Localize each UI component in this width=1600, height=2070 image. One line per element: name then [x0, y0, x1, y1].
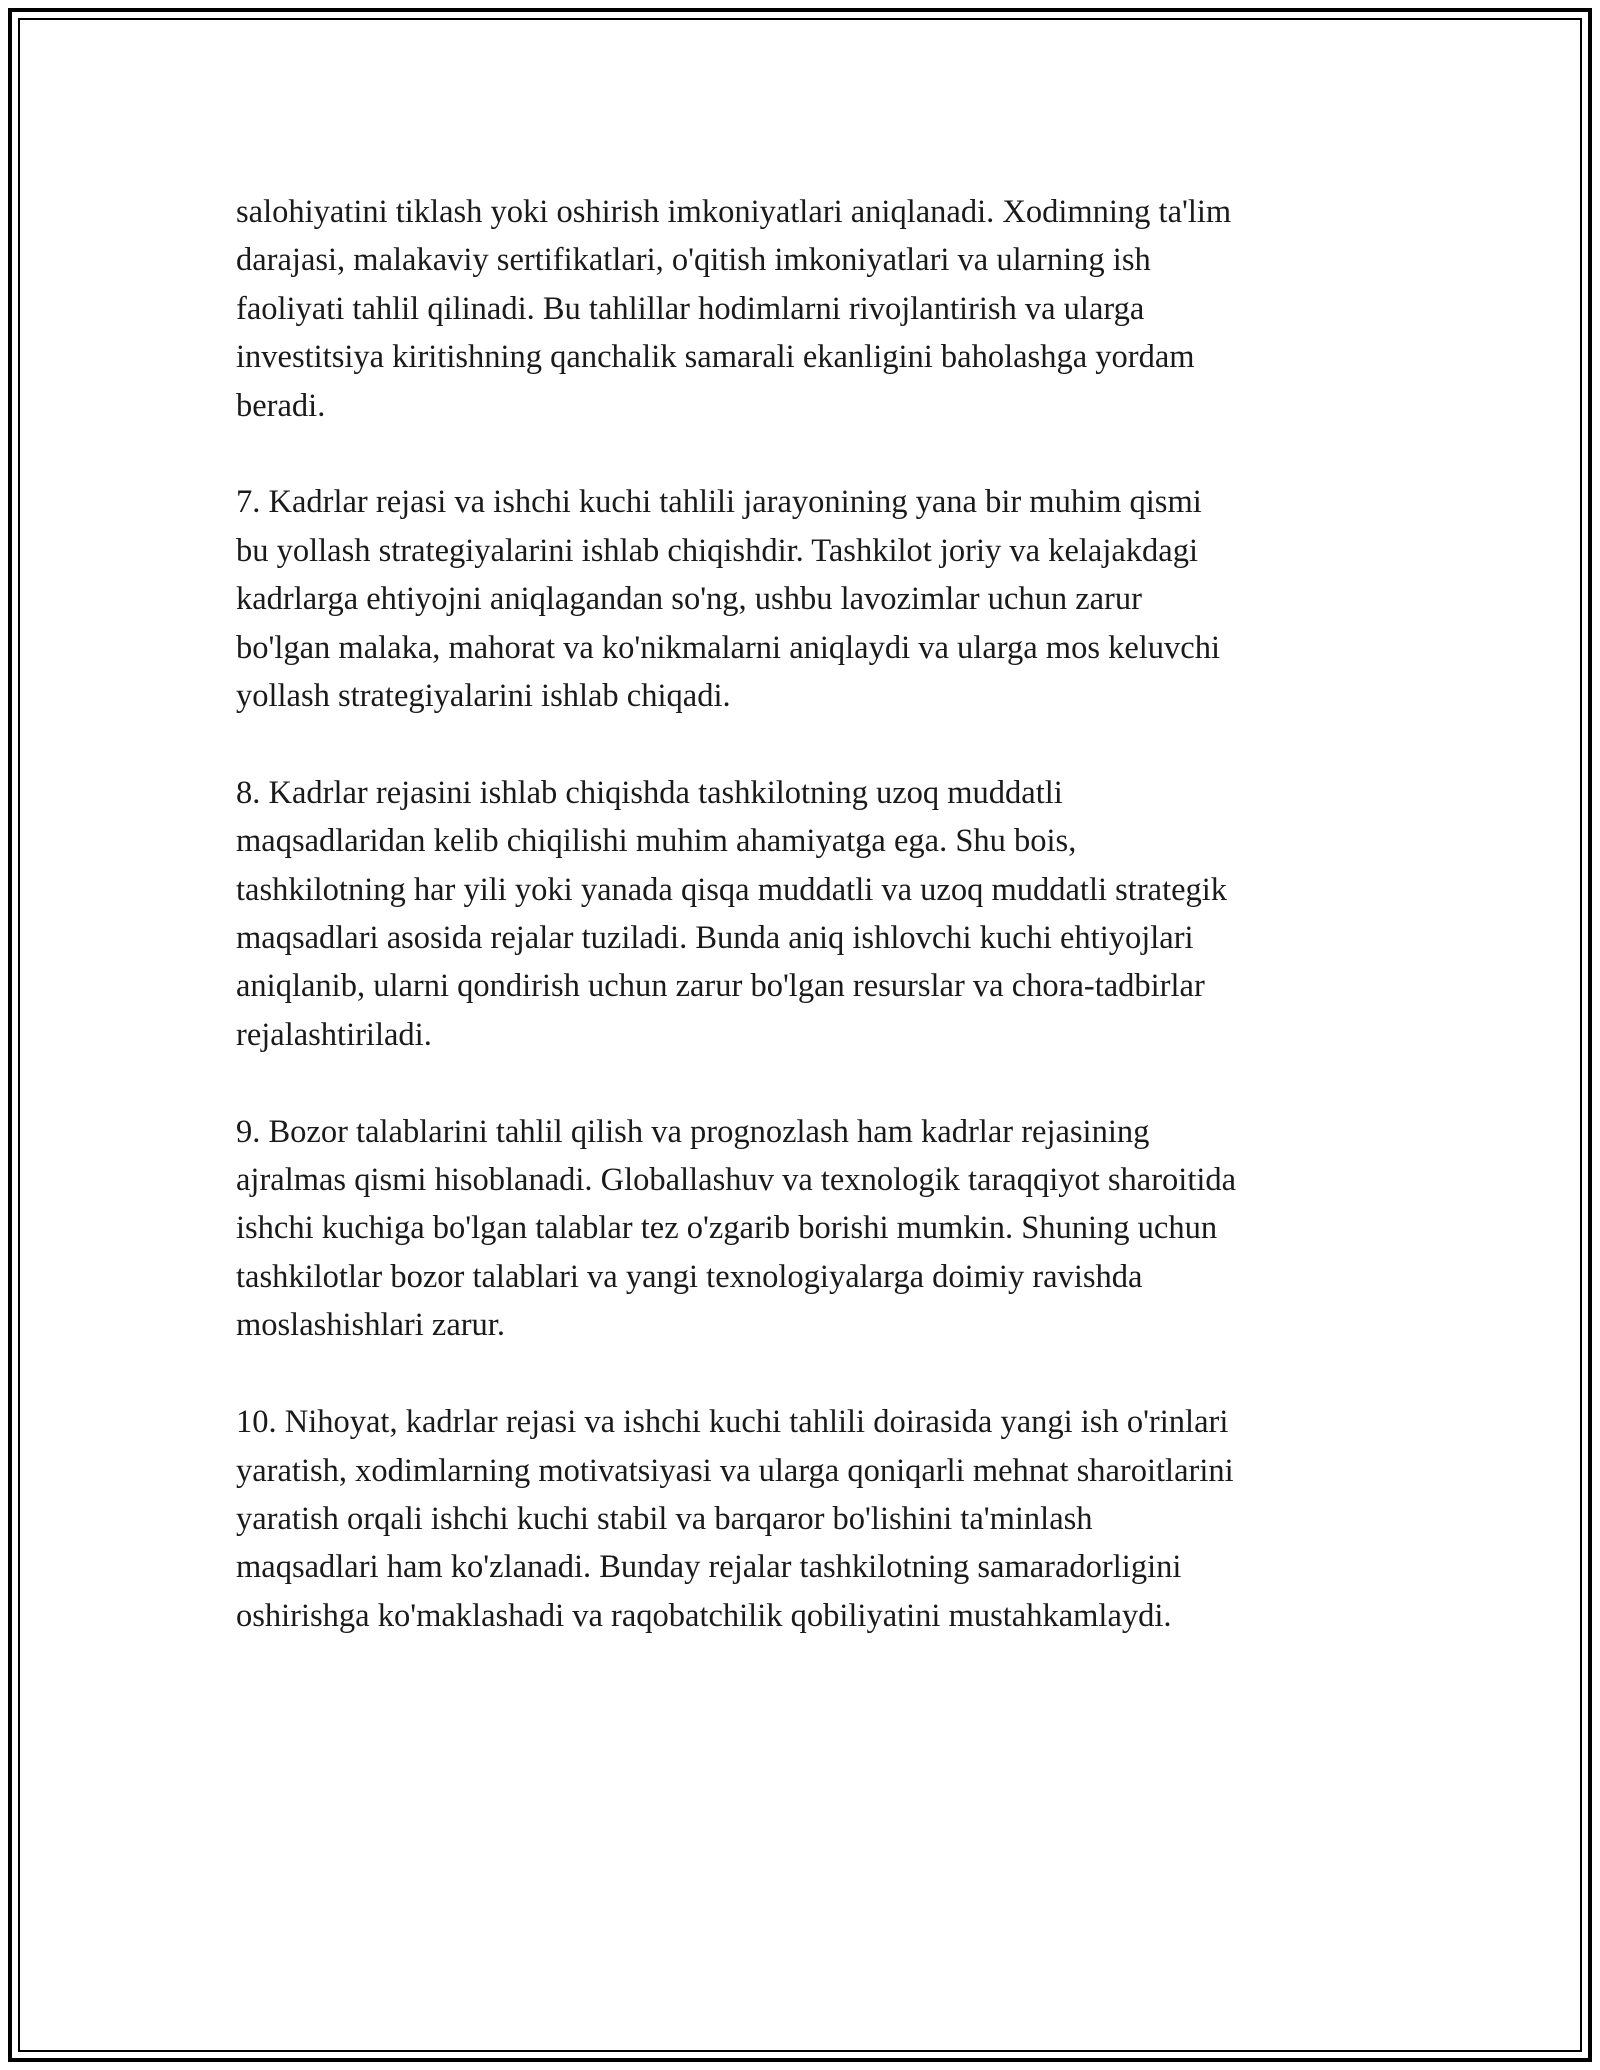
paragraph-intro-continuation: salohiyatini tiklash yoki oshirish imkoniyatlari aniqlanadi. Xodimning ta'lim darajasi, malakaviy sertifikatlari, o'qitish imkoniyatlari va ularning ish faoliyati tahlil qilinadi. Bu tahlillar hodimlarni rivojlantirish va ularga investitsiya kiritishning qanchalik samarali ekanligini baholashga yordam beradi.	[236, 194, 1232, 424]
document-body	[236, 188, 1386, 1689]
paragraph-8: 8. Kadrlar rejasini ishlab chiqishda tashkilotning uzoq muddatli maqsadlaridan kelib chiqilishi muhim ahamiyatga ega. Shu bois, tashkilotning har yili yoki yanada qisqa muddatli va uzoq muddatli strategik maqsadlari asosida rejalar tuziladi. Bunda aniq ishlovchi kuchi ehtiyojlari aniqlanib, ularni qondirish uchun zarur bo'lgan resurslar va chora-tadbirlar rejalashtiriladi.	[236, 774, 1228, 1053]
paragraph-7: 7. Kadrlar rejasi va ishchi kuchi tahlili jarayonining yana bir muhim qismi bu yollash strategiyalarini ishlab chiqishdir. Tashkilot joriy va kelajakdagi kadrlarga ehtiyojni aniqlagandan so'ng, ushbu lavozimlar uchun zarur bo'lgan malaka, mahorat va ko'nikmalarni aniqlaydi va ularga mos keluvchi yollash strategiyalarini ishlab chiqadi.	[236, 484, 1221, 715]
paragraph-9: 9. Bozor talablarini tahlil qilish va prognozlash ham kadrlar rejasining ajralmas qismi hisoblanadi. Globallashuv va texnologik taraqqiyot sharoitida ishchi kuchiga bo'lgan talablar tez o'zgarib borishi mumkin. Shuning uchun tashkilotlar bozor talablari va yangi texnologiyalarga doimiy ravishda moslashishlari zarur.	[236, 1113, 1237, 1344]
paragraph-10: 10. Nihoyat, kadrlar rejasi va ishchi kuchi tahlili doirasida yangi ish o'rinlari yaratish, xodimlarning motivatsiyasi va ularga qoniqarli mehnat sharoitlarini yaratish orqali ishchi kuchi stabil va barqaror bo'lishini ta'minlash maqsadlari ham ko'zlanadi. Bunday rejalar tashkilotning samaradorligini oshirishga ko'maklashadi va raqobatchilik qobiliyatini mustahkamlaydi.	[236, 1404, 1234, 1634]
